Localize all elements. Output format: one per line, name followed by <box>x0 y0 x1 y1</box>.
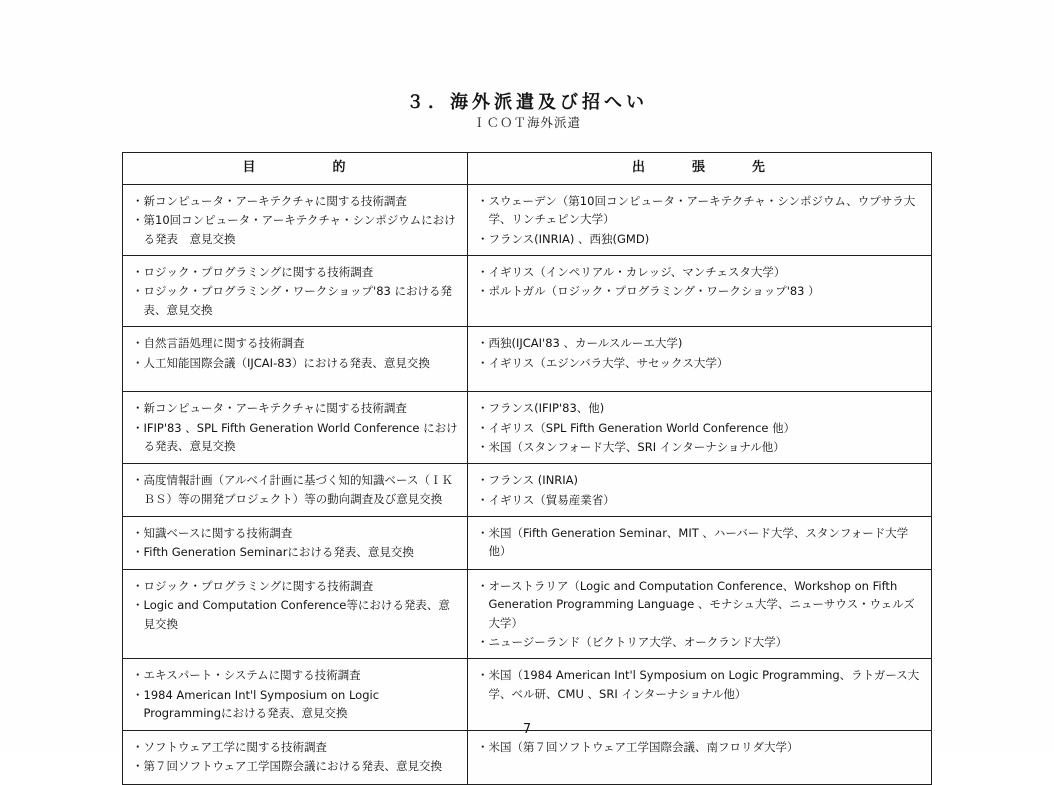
list-item: ・エキスパート・システムに関する技術調査 <box>132 668 361 683</box>
purpose-cell <box>123 517 468 570</box>
column-header-purpose: 目 的 <box>123 153 468 185</box>
list-item: ・第10回コンピュータ・アーキテクチャ・シンポジウムにおける発表 意見交換 <box>132 213 456 246</box>
table-row <box>123 517 932 570</box>
list-item: ・イギリス（貿易産業省） <box>477 492 615 507</box>
list-item: ・ニュージーランド（ビクトリア大学、オークランド大学） <box>477 635 788 650</box>
page-title: ３．海外派遣及び招へい <box>406 92 648 113</box>
list-item: ・イギリス（インペリアル・カレッジ、マンチェスタ大学） <box>477 264 786 279</box>
purpose-cell <box>123 730 468 784</box>
destination-cell <box>468 392 932 464</box>
table-row <box>123 184 932 255</box>
list-item: ・新コンピュータ・アーキテクチャに関する技術調査 <box>132 401 407 416</box>
list-item: ・IFIP'83 、SPL Fifth Generation World Conference における発表、意見交換 <box>132 420 458 453</box>
list-item: ・イギリス（SPL Fifth Generation World Conference 他） <box>477 420 796 435</box>
list-item: ・イギリス（エジンバラ大学、サセックス大学） <box>477 355 729 370</box>
purpose-cell <box>123 327 468 392</box>
list-item: ・米国（1984 American Int'l Symposium on Logic Programming、ラトガース大学、ベル研、CMU 、SRI インターナショナル他） <box>477 668 920 701</box>
list-item: ・ロジック・プログラミングに関する技術調査 <box>132 578 374 593</box>
dispatch-table <box>122 152 932 785</box>
purpose-cell <box>123 569 468 659</box>
table-header-row <box>123 153 932 185</box>
list-item: ・フランス(IFIP'83、他) <box>477 401 605 416</box>
table-row <box>123 569 932 659</box>
purpose-cell <box>123 255 468 326</box>
table-row <box>123 464 932 517</box>
list-item: ・知識ベースに関する技術調査 <box>132 526 293 541</box>
list-item: ・西独(IJCAI'83 、カールスルーエ大学) <box>477 336 683 351</box>
list-item: ・人工知能国際会議（IJCAI-83）における発表、意見交換 <box>132 355 430 370</box>
table-row <box>123 327 932 392</box>
purpose-cell <box>123 659 468 730</box>
purpose-cell <box>123 392 468 464</box>
table-row <box>123 392 932 464</box>
list-item: ・第７回ソフトウェア工学国際会議における発表、意見交換 <box>132 759 443 773</box>
list-item: ・自然言語処理に関する技術調査 <box>132 336 305 351</box>
list-item: ・フランス (INRIA) <box>477 473 579 488</box>
list-item: ・1984 American Int'l Symposium on Logic Programmingにおける発表、意見交換 <box>132 687 383 721</box>
list-item: ・ロジック・プログラミングに関する技術調査 <box>132 264 374 279</box>
destination-cell <box>468 327 932 392</box>
page-number: 7 <box>522 722 532 737</box>
page-subtitle: ＩＣＯＴ海外派遣 <box>472 115 581 130</box>
table-row <box>123 255 932 326</box>
list-item: ・ソフトウェア工学に関する技術調査 <box>132 739 328 754</box>
table-row <box>123 730 932 784</box>
destination-cell <box>468 659 932 730</box>
list-item: ・フランス(INRIA) 、西独(GMD) <box>477 231 650 246</box>
destination-cell <box>468 517 932 570</box>
destination-cell <box>468 730 932 784</box>
destination-cell <box>468 464 932 517</box>
list-item: ・新コンピュータ・アーキテクチャに関する技術調査 <box>132 193 407 208</box>
list-item: ・スウェーデン（第10回コンピュータ・アーキテクチャ・シンポジウム、ウプサラ大学、リンチェピン大学） <box>477 193 916 227</box>
table-row <box>123 659 932 730</box>
list-item: ・米国（スタンフォード大学、SRI インターナショナル他） <box>477 439 785 454</box>
list-item: ・オーストラリア（Logic and Computation Conference、Workshop on Fifth Generation Programming Language 、モナシュ大学、ニューサウス・ウェルズ大学） <box>477 578 915 630</box>
list-item: ・米国（Fifth Generation Seminar、MIT 、ハーバード大学、スタンフォード大学他） <box>477 526 909 559</box>
list-item: ・Logic and Computation Conference等における発表、意見交換 <box>132 598 450 631</box>
destination-cell <box>468 184 932 255</box>
list-item: ・ロジック・プログラミング・ワークショップ'83 における発表、意見交換 <box>132 284 452 317</box>
destination-cell <box>468 569 932 659</box>
list-item: ・米国（第７回ソフトウェア工学国際会議、南フロリダ大学） <box>477 739 799 754</box>
column-header-destination: 出 張 先 <box>468 153 932 185</box>
purpose-cell <box>123 464 468 517</box>
destination-cell <box>468 255 932 326</box>
list-item: ・Fifth Generation Seminarにおける発表、意見交換 <box>132 545 414 560</box>
purpose-cell <box>123 184 468 255</box>
list-item: ・高度情報計画（アルベイ計画に基づく知的知識ベース（ＩＫＢＳ）等の開発プロジェクト）等の動向調査及び意見交換 <box>132 473 453 506</box>
list-item: ・ポルトガル（ロジック・プログラミング・ワークショップ'83 ） <box>477 284 820 299</box>
